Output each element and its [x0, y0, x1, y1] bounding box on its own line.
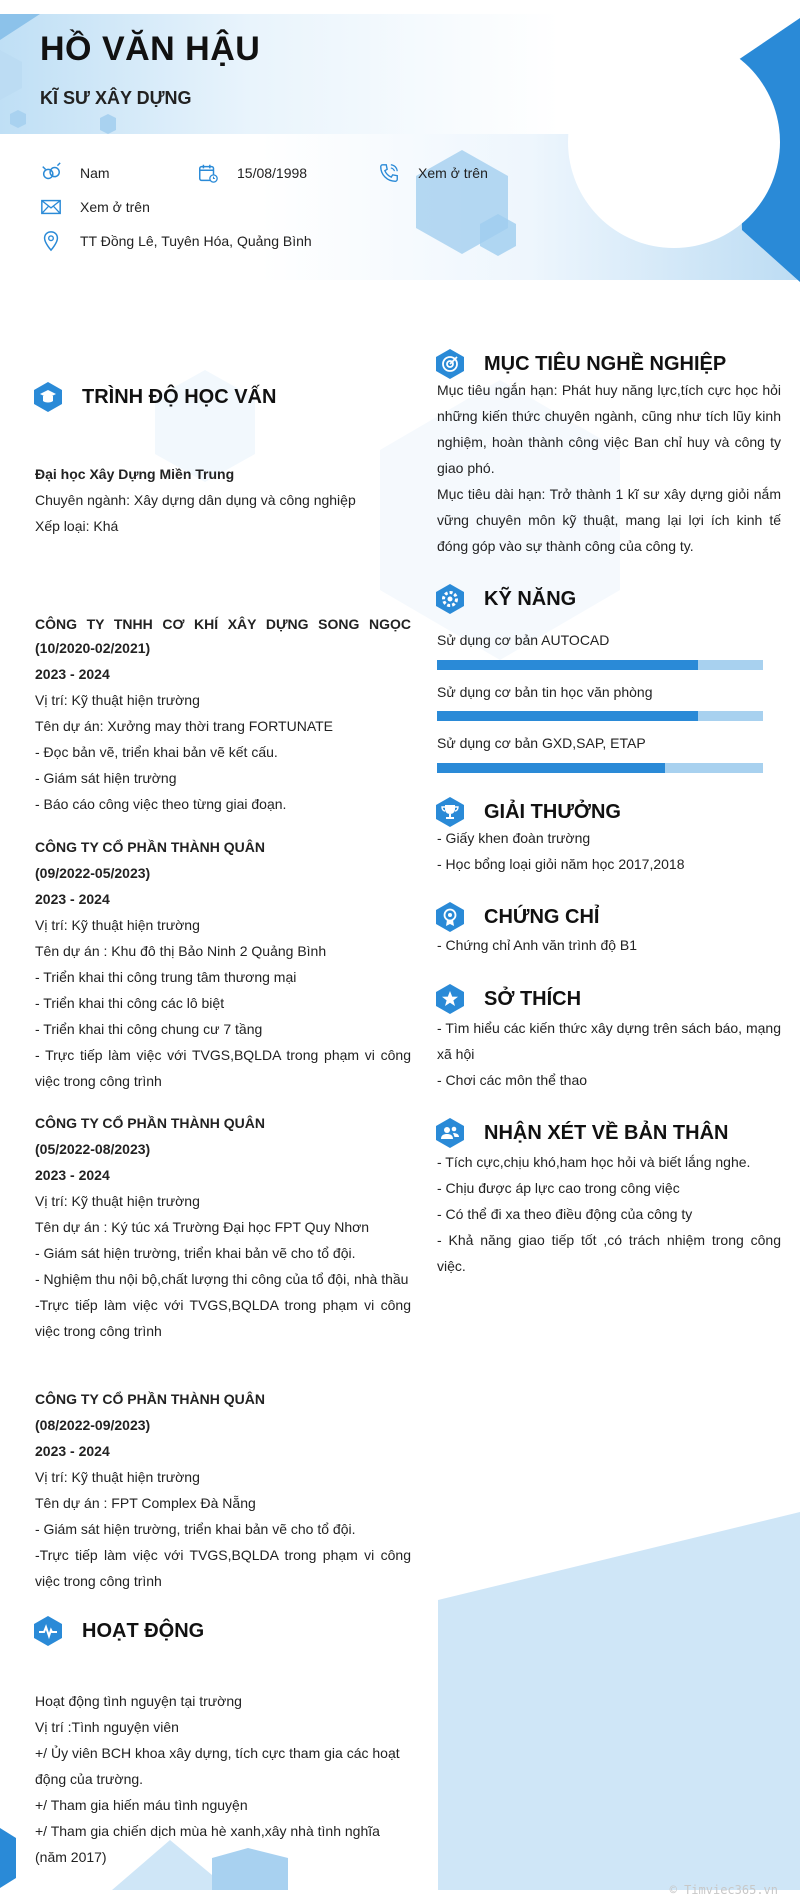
self-review-line: - Tích cực,chịu khó,ham học hỏi và biết lắng nghe. — [437, 1154, 751, 1170]
self-review-title: NHẬN XÉT VỀ BẢN THÂN — [484, 1121, 729, 1144]
heartbeat-icon — [34, 1616, 62, 1646]
experience-company: CÔNG TY CỔ PHẦN THÀNH QUÂN — [35, 839, 265, 855]
experience-years: 2023 - 2024 — [35, 666, 110, 682]
activities-heading — [34, 1616, 204, 1646]
certificates-heading — [436, 902, 599, 932]
experience-line: - Triển khai thi công các lô biệt — [35, 995, 225, 1011]
hobbies-title: SỞ THÍCH — [484, 987, 582, 1010]
education-rank: Xếp loại: Khá — [35, 518, 119, 534]
experience-years: 2023 - 2024 — [35, 1167, 110, 1183]
experience-period: (08/2022-09/2023) — [35, 1417, 151, 1433]
phone-value: Xem ở trên — [418, 165, 488, 181]
experience-line: - Triển khai thi công trung tâm thương mại — [35, 969, 297, 985]
email-info — [40, 196, 150, 218]
experience-line: Tên dự án: Xưởng may thời trang FORTUNATE — [35, 718, 334, 734]
experience-period: (09/2022-05/2023) — [35, 865, 151, 881]
certificates-details — [437, 932, 781, 958]
self-review-line: - Khả năng giao tiếp tốt ,có trách nhiệm trong công việc. — [437, 1232, 781, 1274]
experience-line: - Giám sát hiện trường, triển khai bản vẽ cho tổ đội. — [35, 1245, 356, 1261]
self-review-heading — [436, 1118, 728, 1148]
experience-line: Tên dự án : Ký túc xá Trường Đại học FPT Quy Nhơn — [35, 1219, 370, 1235]
gender-info — [40, 162, 110, 184]
medal-icon — [436, 902, 464, 932]
job-title: KĨ SƯ XÂY DỰNG — [40, 88, 192, 108]
candidate-name: HỒ VĂN HẬU — [40, 30, 261, 68]
self-review-details — [437, 1149, 781, 1279]
skill-bar-fill — [437, 660, 698, 670]
activity-line: +/ Tham gia chiến dịch mùa hè xanh,xây nhà tình nghĩa (năm 2017) — [35, 1823, 380, 1865]
skill-label: Sử dụng cơ bản tin học văn phòng — [437, 684, 653, 700]
experience-line: - Đọc bản vẽ, triển khai bản vẽ kết cấu. — [35, 744, 278, 760]
hobby-line: - Chơi các môn thể thao — [437, 1072, 588, 1088]
activity-line: Hoạt động tình nguyện tại trường — [35, 1693, 242, 1709]
experience-line: Vị trí: Kỹ thuật hiện trường — [35, 692, 200, 708]
skill-label: Sử dụng cơ bản AUTOCAD — [437, 632, 610, 648]
trophy-icon — [436, 797, 464, 827]
gear-icon — [436, 584, 464, 614]
awards-heading — [436, 797, 621, 827]
activities-title: HOẠT ĐỘNG — [82, 1619, 205, 1642]
experience-line: - Giám sát hiện trường — [35, 770, 177, 786]
experience-line: Vị trí: Kỹ thuật hiện trường — [35, 1193, 200, 1209]
experience-entry — [35, 1386, 411, 1594]
users-icon — [436, 1118, 464, 1148]
objective-title: MỤC TIÊU NGHỀ NGHIỆP — [484, 352, 727, 375]
experience-line: -Trực tiếp làm việc với TVGS,BQLDA trong phạm vi công việc trong công trình — [35, 1297, 411, 1339]
experience-period: (10/2020-02/2021) — [35, 640, 151, 656]
gender-icon — [40, 162, 62, 184]
skills-heading — [436, 584, 576, 614]
activities-details — [35, 1688, 411, 1870]
hobbies-heading — [436, 984, 581, 1014]
experience-entry — [35, 834, 411, 1094]
skill-label: Sử dụng cơ bản GXD,SAP, ETAP — [437, 735, 646, 751]
experience-years: 2023 - 2024 — [35, 1443, 110, 1459]
skill-bar — [437, 660, 763, 670]
phone-icon — [378, 162, 400, 184]
experience-company: CÔNG TY TNHH CƠ KHÍ XÂY DỰNG SONG NGỌC — [35, 616, 411, 632]
experience-line: - Trực tiếp làm việc với TVGS,BQLDA trong phạm vi công việc trong công trình — [35, 1047, 411, 1089]
avatar — [568, 36, 780, 248]
objective-heading — [436, 349, 726, 379]
phone-info — [378, 162, 488, 184]
address-value: TT Đồng Lê, Tuyên Hóa, Quảng Bình — [80, 233, 312, 249]
experience-line: Vị trí: Kỹ thuật hiện trường — [35, 1469, 200, 1485]
activity-line: +/ Tham gia hiến máu tình nguyện — [35, 1797, 248, 1813]
experience-line: - Nghiệm thu nội bộ,chất lượng thi công của tổ đội, nhà thầu — [35, 1271, 409, 1287]
education-school: Đại học Xây Dựng Miền Trung — [35, 466, 235, 482]
education-details — [35, 461, 411, 539]
activity-line: Vị trí :Tình nguyện viên — [35, 1719, 179, 1735]
certificate-line: - Chứng chỉ Anh văn trình độ B1 — [437, 937, 638, 953]
experience-line: - Triển khai thi công chung cư 7 tầng — [35, 1021, 263, 1037]
birthday-info — [197, 162, 307, 184]
experience-line: Tên dự án : Khu đô thị Bảo Ninh 2 Quảng Bình — [35, 943, 327, 959]
star-icon — [436, 984, 464, 1014]
experience-period: (05/2022-08/2023) — [35, 1141, 151, 1157]
award-line: - Giấy khen đoàn trường — [437, 830, 591, 846]
experience-line: Vị trí: Kỹ thuật hiện trường — [35, 917, 200, 933]
birthday-value: 15/08/1998 — [237, 165, 308, 181]
target-icon — [436, 349, 464, 379]
graduation-cap-icon — [34, 382, 62, 412]
experience-company: CÔNG TY CỔ PHẦN THÀNH QUÂN — [35, 1391, 265, 1407]
self-review-line: - Chịu được áp lực cao trong công việc — [437, 1180, 680, 1196]
experience-line: - Báo cáo công việc theo từng giai đoạn. — [35, 796, 287, 812]
skills-title: KỸ NĂNG — [484, 587, 577, 610]
experience-entry — [35, 1110, 411, 1344]
email-icon — [40, 196, 62, 218]
awards-details — [437, 825, 781, 877]
skill-bar-fill — [437, 711, 698, 721]
experience-line: -Trực tiếp làm việc với TVGS,BQLDA trong phạm vi công việc trong công trình — [35, 1547, 411, 1589]
skill-bar-fill — [437, 763, 665, 773]
experience-entry — [35, 611, 411, 817]
award-line: - Học bổng loại giỏi năm học 2017,2018 — [437, 856, 685, 872]
experience-line: Tên dự án : FPT Complex Đà Nẵng — [35, 1495, 256, 1511]
hobbies-details — [437, 1015, 781, 1093]
email-value: Xem ở trên — [80, 199, 150, 215]
certificates-title: CHỨNG CHỈ — [484, 905, 600, 928]
education-major: Chuyên ngành: Xây dựng dân dụng và công nghiệp — [35, 492, 356, 508]
hobby-line: - Tìm hiểu các kiến thức xây dựng trên sách báo, mạng xã hội — [437, 1020, 781, 1062]
education-title: TRÌNH ĐỘ HỌC VẤN — [82, 385, 277, 408]
address-info — [40, 230, 312, 252]
location-pin-icon — [40, 230, 62, 252]
calendar-icon — [197, 162, 219, 184]
objective-short: Mục tiêu ngắn hạn: Phát huy năng lực,tích cực học hỏi những kiến thức chuyên ngành, cũng như tích lũy kinh nghiệm, hoàn thành công việc Ban chỉ huy và công ty giao phó. — [437, 382, 781, 476]
gender-value: Nam — [80, 165, 110, 181]
skill-bar — [437, 763, 763, 773]
self-review-line: - Có thể đi xa theo điều động của công ty — [437, 1206, 693, 1222]
objective-details — [437, 377, 781, 559]
skill-bar — [437, 711, 763, 721]
awards-title: GIẢI THƯỞNG — [484, 800, 621, 823]
experience-years: 2023 - 2024 — [35, 891, 110, 907]
education-heading — [34, 382, 276, 412]
objective-long: Mục tiêu dài hạn: Trở thành 1 kĩ sư xây dựng giỏi nắm vững chuyên môn kỹ thuật, mang lại lợi ích kinh tế đóng góp vào sự thành công của công ty. — [437, 486, 781, 554]
experience-company: CÔNG TY CỔ PHẦN THÀNH QUÂN — [35, 1115, 265, 1131]
activity-line: +/ Ủy viên BCH khoa xây dựng, tích cực tham gia các hoạt động của trường. — [35, 1745, 400, 1787]
watermark: © Timviec365.vn — [669, 1883, 778, 1897]
experience-line: - Giám sát hiện trường, triển khai bản vẽ cho tổ đội. — [35, 1521, 356, 1537]
